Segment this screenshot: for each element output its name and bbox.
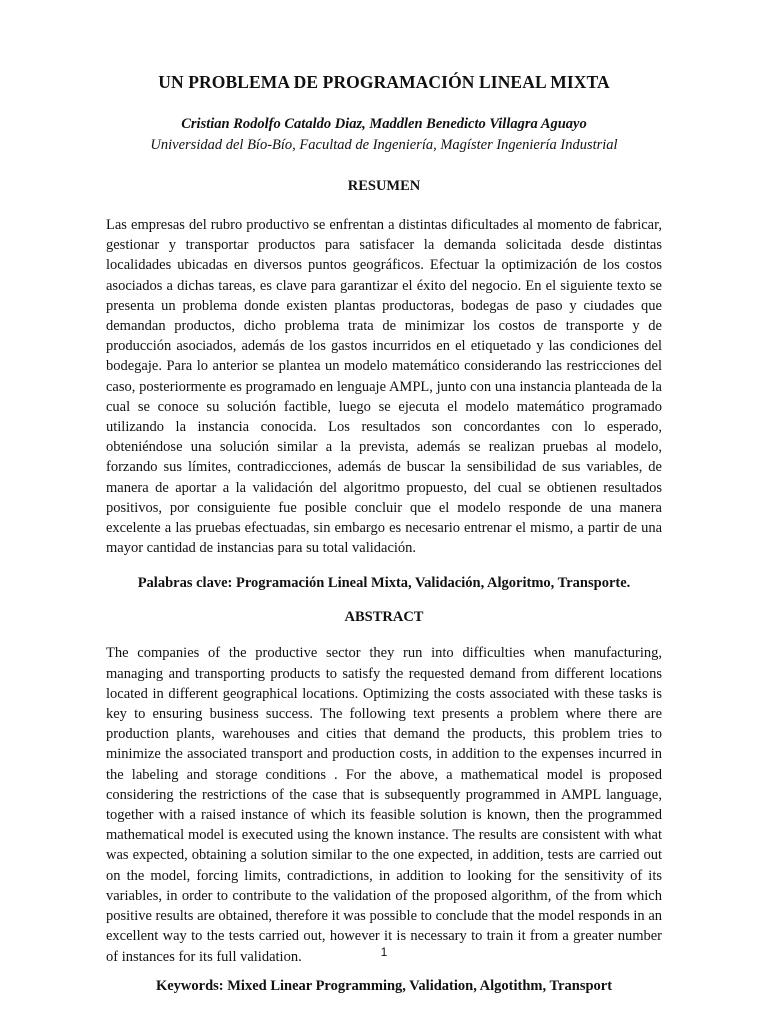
paper-title: UN PROBLEMA DE PROGRAMACIÓN LINEAL MIXTA — [158, 72, 610, 92]
resumen-keywords: Palabras clave: Programación Lineal Mixta, Validación, Algoritmo, Transporte. — [137, 575, 631, 592]
author-list: Cristian Rodolfo Cataldo Diaz, Maddlen Benedicto Villagra Aguayo — [181, 116, 587, 132]
abstract-heading: ABSTRACT — [344, 609, 424, 626]
page-number: 1 — [380, 945, 388, 959]
abstract-paragraph: The companies of the productive sector they run into difficulties when manufacturing, managing and transporting products to satisfy the requested demand from different locations located in different geographical locations. Optimizing the costs associated with these tasks is key to ensuring business success. The following text presents a problem where there are production plants, warehouses and cities that demand the products, this problem tries to minimize the associated transport and production costs, in addition to the expenses incurred in the labeling and storage conditions . For the above, a mathematical model is proposed considering the restrictions of the case that is subsequently programmed in AMPL language, together with a raised instance of which its feasible solution is known, then the programmed mathematical model is executed using the known instance. The results are consistent with what was expected, obtaining a solution similar to the one expected, in addition, tests are carried out on the model, forcing limits, contradictions, in addition to looking for the sensitivity of its variables, in order to contribute to the validation of the proposed algorithm, of the from which positive results are obtained, therefore it was possible to conclude that the model responds in an excellent way to the tests carried out, however it is necessary to train it from a greater number of instances for its full validation. — [106, 645, 662, 965]
resumen-paragraph: Las empresas del rubro productivo se enfrentan a distintas dificultades al momento de fabricar, gestionar y transportar productos para satisfacer la demanda solicitada desde distintas localidades ubicadas en diversos puntos geográficos. Efectuar la optimización de los costos asociados a dichas tareas, es clave para garantizar el éxito del negocio. En el siguiente texto se presenta un problema donde existen plantas productoras, bodegas de paso y ciudades que demandan productos, dicho problema trata de minimizar los costos de transporte y de producción asociados, además de los gastos incurridos en el etiquetado y las condiciones del bodegaje. Para lo anterior se plantea un modelo matemático considerando las restricciones del caso, posteriormente es programado en lenguaje AMPL, junto con una instancia planteada de la cual se conoce su solución factible, luego se ejecuta el modelo matemático programado utilizando la instancia conocida. Los resultados son concordantes con lo esperado, obteniéndose una solución similar a la prevista, además se realizan pruebas al modelo, forzando sus límites, contradicciones, además de buscar la sensibilidad de sus variables, de manera de aportar a la validación del algoritmo propuesto, del cual se obtienen resultados positivos, por consiguiente fue posible concluir que el modelo responde de una manera excelente a las pruebas efectuadas, sin embargo es necesario entrenar el mismo, a partir de una mayor cantidad de instancias para su total validación. — [106, 217, 662, 557]
abstract-keywords: Keywords: Mixed Linear Programming, Validation, Algotithm, Transport — [155, 977, 613, 994]
resumen-heading: RESUMEN — [347, 178, 421, 194]
author-affiliation: Universidad del Bío-Bío, Facultad de Ingeniería, Magíster Ingeniería Industrial — [150, 137, 618, 153]
